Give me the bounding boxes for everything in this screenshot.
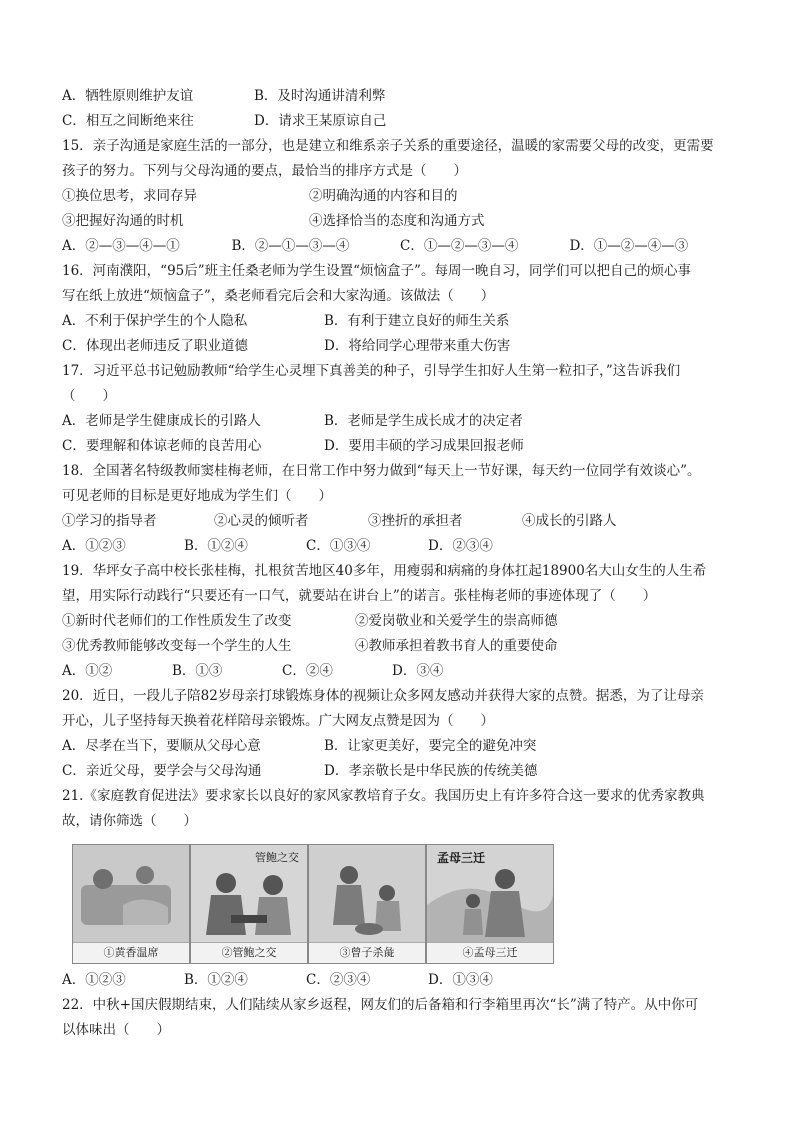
q15-option-b[interactable]: B．②—①—③—④ — [231, 238, 350, 254]
q22-stem-line1: 22．中秋+国庆假期结束，人们陆续从家乡返程，网友们的后备箱和行李箱里再次“长”满了特产。从中你可 — [62, 997, 699, 1013]
q15-item-2: ②明确沟通的内容和目的 — [309, 188, 458, 204]
q19-option-b[interactable]: B．①③ — [172, 663, 223, 679]
q21-picture-2 — [190, 844, 308, 964]
q18-items — [62, 509, 738, 534]
q19-options — [62, 659, 738, 684]
q16-stem-line1: 16．河南濮阳，“95后”班主任桑老师为学生设置“烦恼盒子”。每周一晚自习，同学们可以把自己的烦心事 — [62, 263, 691, 279]
q17-option-a[interactable]: A．老师是学生健康成长的引路人 — [62, 413, 261, 429]
q15-items-row2 — [62, 209, 738, 234]
q21-picture-4 — [426, 844, 554, 964]
q18-stem-line1: 18．全国著名特级教师窦桂梅老师，在日常工作中努力做到“每天上一节好课，每天约一位同学有效谈心”。 — [62, 463, 701, 479]
q16-options-row1 — [62, 309, 738, 334]
q18-option-b[interactable]: B．①②④ — [184, 538, 248, 554]
q19-item-4: ④教师承担着教书育人的重要使命 — [355, 638, 558, 654]
q21-picture-4-title: 孟母三迁 — [437, 851, 486, 865]
q20-option-c[interactable]: C．亲近父母，要学会与父母沟通 — [62, 763, 262, 779]
q21-picture-3 — [308, 844, 426, 964]
q21-option-d[interactable]: D．①③④ — [428, 972, 493, 988]
q15-stem-line2: 孩子的努力。下列与父母沟通的要点，最恰当的排序方式是（ ） — [62, 163, 467, 179]
q18-item-4: ④成长的引路人 — [522, 513, 617, 529]
q21-options — [62, 968, 738, 993]
q16-option-c[interactable]: C．体现出老师违反了职业道德 — [62, 338, 248, 354]
q15-item-4: ④选择恰当的态度和沟通方式 — [309, 213, 485, 229]
q15-option-c[interactable]: C．①—②—③—④ — [400, 238, 519, 254]
q17-stem-line1: 17．习近平总书记勉励教师“给学生心灵埋下真善美的种子，引导学生扣好人生第一粒扣子，”这告诉我们 — [62, 363, 681, 379]
bed-scene-icon — [73, 845, 189, 943]
q22-stem-line2: 以体味出（ ） — [62, 1022, 170, 1038]
q18-option-a[interactable]: A．①②③ — [62, 538, 126, 554]
q16-option-a[interactable]: A．不利于保护学生的个人隐私 — [62, 313, 248, 329]
q19-item-3: ③优秀教师能够改变每一个学生的人生 — [62, 638, 292, 654]
exam-page — [62, 84, 738, 1043]
q17-stem-line2: （ ） — [62, 388, 116, 404]
q18-item-3: ③挫折的承担者 — [368, 513, 463, 529]
q16-option-d[interactable]: D．将给同学心理带来重大伤害 — [324, 338, 511, 354]
q21-option-b[interactable]: B．①②④ — [184, 972, 248, 988]
q18-option-d[interactable]: D．②③④ — [428, 538, 493, 554]
q20-option-d[interactable]: D．孝亲敬长是中华民族的传统美德 — [324, 763, 538, 779]
q21-stem-line1: 21.《家庭教育促进法》要求家长以良好的家风家教培育子女。我国历史上有许多符合这一要求的优秀家教典 — [62, 788, 705, 804]
q17-options-row1 — [62, 409, 738, 434]
q15-option-d[interactable]: D．①—②—④—③ — [569, 238, 689, 254]
q14-option-b[interactable]: B．及时沟通讲清利弊 — [254, 88, 386, 104]
q21-stem-line2: 故，请你筛选（ ） — [62, 813, 197, 829]
q19-item-1: ①新时代老师们的工作性质发生了改变 — [62, 613, 292, 629]
q14-option-d[interactable]: D．请求王某原谅自己 — [254, 113, 387, 129]
q15-options — [62, 234, 738, 259]
q21-picture-strip — [72, 844, 738, 962]
q18-options — [62, 534, 738, 559]
q21-picture-2-title: 管鲍之交 — [255, 851, 299, 864]
q20-option-a[interactable]: A．尽孝在当下，要顺从父母心意 — [62, 738, 261, 754]
q19-items-row2 — [62, 634, 738, 659]
q17-options-row2 — [62, 434, 738, 459]
q15-option-a[interactable]: A．②—③—④—① — [62, 238, 180, 254]
q17-option-d[interactable]: D．要用丰硕的学习成果回报老师 — [324, 438, 524, 454]
q15-item-1: ①换位思考，求同存异 — [62, 188, 197, 204]
q18-option-c[interactable]: C．①③④ — [306, 538, 371, 554]
q14-options-row2 — [62, 109, 738, 134]
q19-option-d[interactable]: D．③④ — [392, 663, 444, 679]
q19-items-row1 — [62, 609, 738, 634]
q21-caption-3: ③曾子杀彘 — [309, 942, 425, 963]
q17-option-c[interactable]: C．要理解和体谅老师的良苦用心 — [62, 438, 262, 454]
q14-option-c[interactable]: C．相互之间断绝来往 — [62, 113, 194, 129]
q15-items-row1 — [62, 184, 738, 209]
family-scene-icon — [309, 845, 425, 943]
q20-stem-line1: 20．近日，一段儿子陪82岁母亲打球锻炼身体的视频让众多网友感动并获得大家的点赞。据悉，为了让母亲 — [62, 688, 704, 704]
q19-option-c[interactable]: C．②④ — [282, 663, 333, 679]
q21-caption-2: ②管鲍之交 — [191, 942, 307, 963]
q18-item-2: ②心灵的倾听者 — [214, 513, 309, 529]
q21-option-c[interactable]: C．②③④ — [306, 972, 371, 988]
q21-caption-1: ①黄香温席 — [73, 942, 189, 963]
q21-picture-1 — [72, 844, 190, 964]
q19-item-2: ②爱岗敬业和关爱学生的崇高师德 — [355, 613, 558, 629]
q18-stem-line2: 可见老师的目标是更好地成为学生们（ ） — [62, 488, 332, 504]
q19-option-a[interactable]: A．①② — [62, 663, 113, 679]
q19-stem-line1: 19．华坪女子高中校长张桂梅，扎根贫苦地区40多年，用瘦弱和病痛的身体扛起18900名大山女生的人生希 — [62, 563, 707, 579]
q21-caption-4: ④孟母三迁 — [427, 942, 553, 963]
q16-option-b[interactable]: B．有利于建立良好的师生关系 — [324, 313, 510, 329]
q14-options-row1 — [62, 84, 738, 109]
q20-options-row2 — [62, 759, 738, 784]
q21-option-a[interactable]: A．①②③ — [62, 972, 126, 988]
q20-options-row1 — [62, 734, 738, 759]
q15-item-3: ③把握好沟通的时机 — [62, 213, 184, 229]
q18-item-1: ①学习的指导者 — [62, 513, 157, 529]
q20-option-b[interactable]: B．让家更美好，要完全的避免冲突 — [324, 738, 537, 754]
q17-option-b[interactable]: B．老师是学生成长成才的决定者 — [324, 413, 523, 429]
q16-options-row2 — [62, 334, 738, 359]
q14-option-a[interactable]: A．牺牲原则维护友谊 — [62, 88, 194, 104]
q16-stem-line2: 写在纸上放进“烦恼盒子”，桑老师看完后会和大家沟通。该做法（ ） — [62, 288, 495, 304]
q15-stem-line1: 15．亲子沟通是家庭生活的一部分，也是建立和维系亲子关系的重要途径，温暖的家需要父母的改变，更需要 — [62, 138, 714, 154]
q19-stem-line2: 望，用实际行动践行“只要还有一口气，就要站在讲台上”的诺言。张桂梅老师的事迹体现了（ ） — [62, 588, 657, 604]
q20-stem-line2: 开心，儿子坚持每天换着花样陪母亲锻炼。广大网友点赞是因为（ ） — [62, 713, 494, 729]
